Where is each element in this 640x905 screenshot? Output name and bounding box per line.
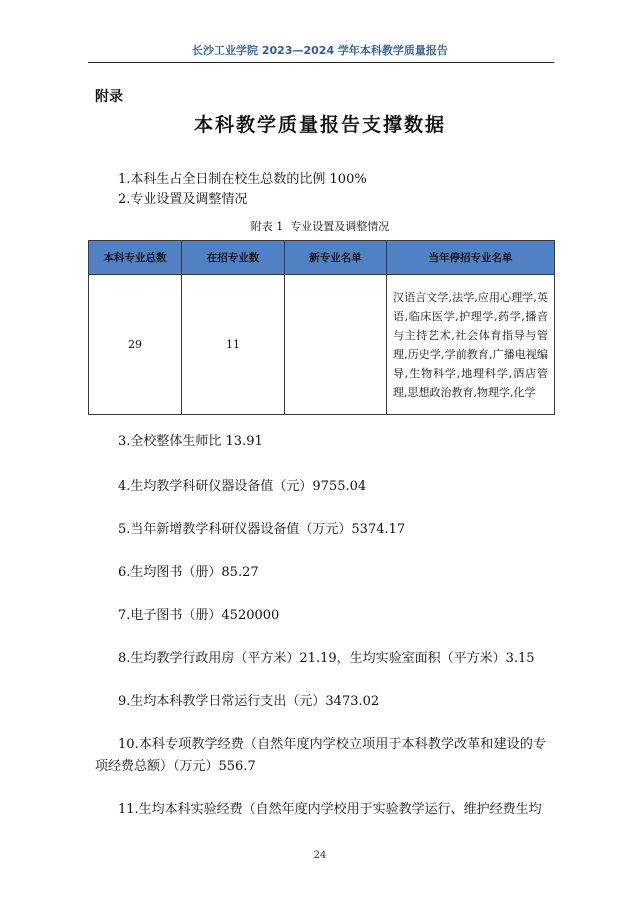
column-header-enrolling-majors: 在招专业数 [182,241,285,275]
item-operating-expense: 9.生均本科教学日常运行支出（元）3473.02 [118,694,380,709]
item-special-funds: 10.本科专项教学经费（自然年度内学校立项用于本科教学改革和建设的专项经费总额）（万元）556.7 [95,737,546,774]
item-new-equipment-value: 5.当年新增教学科研仪器设备值（万元）5374.17 [118,522,406,537]
item-books-per-student: 6.生均图书（册）85.27 [118,565,259,580]
major-setup-table [88,240,555,415]
page-number: 24 [313,850,327,861]
item-building-area: 8.生均教学行政用房（平方米）21.19，生均实验室面积（平方米）3.15 [118,651,535,666]
table-row [89,275,555,415]
item-lab-expense: 11.生均本科实验经费（自然年度内学校用于实验教学运行、维护经费生均 [118,802,542,817]
page-title: 本科教学质量报告支撑数据 [193,114,446,136]
header-divider [88,62,554,63]
item-student-teacher-ratio: 3.全校整体生师比 13.91 [118,434,263,449]
appendix-label: 附录 [95,89,123,105]
item-equipment-value-per-student: 4.生均教学科研仪器设备值（元）9755.04 [118,479,367,494]
cell-new-majors [285,275,387,415]
cell-suspended-majors: 汉语言文学,法学,应用心理学,英语,临床医学,护理学,药学,播音与主持艺术,社会体育指导与管理,历史学,学前教育,广播电视编导,生物科学,地理科学,酒店管理,思想政治教育,物理学,化学 [387,275,555,415]
item-undergrad-ratio: 1.本科生占全日制在校生总数的比例 100% [118,172,367,187]
cell-enrolling-majors: 11 [182,275,285,415]
table-header-row [89,241,555,275]
column-header-new-majors: 新专业名单 [285,241,387,275]
table-caption: 附表 1 专业设置及调整情况 [250,220,390,233]
cell-total-majors: 29 [89,275,182,415]
item-major-setup: 2.专业设置及调整情况 [118,192,248,207]
column-header-suspended-majors: 当年停招专业名单 [387,241,555,275]
report-header-title: 长沙工业学院 2023—2024 学年本科教学质量报告 [192,44,448,57]
column-header-total-majors: 本科专业总数 [89,241,182,275]
item-ebooks: 7.电子图书（册）4520000 [118,608,280,623]
